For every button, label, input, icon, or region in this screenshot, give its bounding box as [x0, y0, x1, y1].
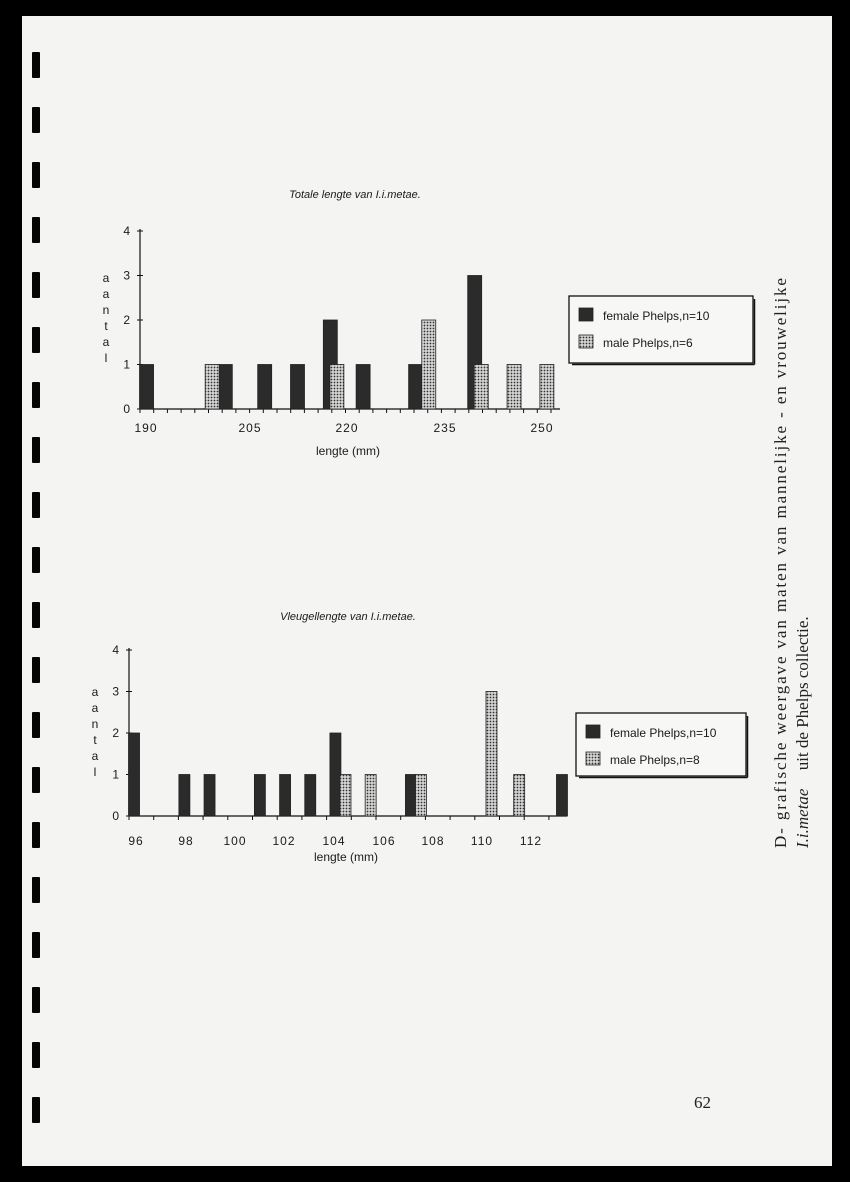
x-tick-label: 190 — [134, 421, 158, 435]
chart-1 — [103, 189, 755, 458]
legend-label: male Phelps,n=6 — [603, 336, 693, 350]
x-axis-label: lengte (mm) — [313, 850, 379, 864]
y-axis-label-letter: l — [104, 351, 108, 365]
female-bar — [330, 733, 341, 816]
female-bar — [179, 775, 190, 817]
female-bar — [129, 733, 140, 816]
x-tick-label: 250 — [530, 421, 554, 435]
male-bar — [507, 365, 521, 410]
male-bar — [330, 365, 344, 410]
page-number: 62 — [694, 1093, 711, 1112]
female-bar — [556, 775, 567, 817]
male-bar — [205, 365, 219, 410]
x-tick-label: 220 — [335, 421, 359, 435]
female-bar — [258, 365, 272, 410]
y-axis-label-letter: t — [104, 319, 108, 333]
chart-2 — [92, 611, 748, 864]
x-tick-label: 102 — [272, 834, 296, 848]
vertical-caption — [730, 270, 830, 850]
male-bar — [474, 365, 488, 410]
x-tick-label: 108 — [421, 834, 445, 848]
x-tick-label: 205 — [238, 421, 262, 435]
y-axis-label-letter: a — [102, 287, 110, 301]
y-axis-label-letter: a — [91, 749, 99, 763]
legend-box — [569, 296, 753, 363]
y-tick-label: 1 — [112, 767, 120, 782]
female-bar — [291, 365, 305, 410]
female-bar — [204, 775, 215, 817]
y-axis-label-letter: l — [93, 765, 97, 779]
y-axis-label-letter: t — [93, 733, 97, 747]
y-axis-label-letter: n — [102, 303, 110, 317]
female-bar — [218, 365, 232, 410]
y-axis-label-letter: a — [102, 335, 110, 349]
y-tick-label: 2 — [112, 726, 120, 740]
y-axis-label-letter: a — [102, 271, 110, 285]
y-tick-label: 0 — [112, 809, 120, 823]
male-bar — [422, 320, 436, 409]
y-tick-label: 2 — [123, 313, 131, 327]
female-bar — [305, 775, 316, 817]
y-axis-label-letter: a — [91, 685, 99, 699]
x-tick-label: 112 — [519, 834, 543, 848]
legend-label: male Phelps,n=8 — [610, 753, 700, 767]
male-bar — [514, 775, 525, 817]
x-tick-label: 100 — [223, 834, 247, 848]
male-bar — [340, 775, 351, 817]
y-tick-label: 4 — [123, 224, 131, 238]
male-bar — [486, 692, 497, 817]
female-bar — [280, 775, 291, 817]
male-bar — [540, 365, 554, 410]
caption-species: I.i.metae — [793, 788, 812, 848]
female-bar — [409, 365, 423, 410]
x-tick-label: 104 — [322, 834, 346, 848]
female-bar — [140, 365, 154, 410]
legend-swatch-female — [586, 725, 600, 738]
male-bar — [416, 775, 427, 817]
x-tick-label: 106 — [372, 834, 396, 848]
x-tick-label: 98 — [178, 834, 194, 848]
y-tick-label: 0 — [123, 402, 131, 416]
chart-title: Totale lengte van I.i.metae. — [289, 189, 421, 201]
female-bar — [356, 365, 370, 410]
female-bar — [405, 775, 416, 817]
y-tick-label: 3 — [123, 268, 131, 283]
y-axis-label-letter: n — [91, 717, 99, 731]
x-tick-label: 96 — [128, 834, 144, 848]
x-tick-label: 110 — [470, 834, 494, 848]
male-bar — [365, 775, 376, 817]
caption-rest: uit de Phelps collectie. — [793, 616, 812, 771]
caption-line-2 — [793, 616, 812, 849]
y-tick-label: 3 — [112, 684, 120, 699]
legend-swatch-male — [586, 752, 600, 765]
y-axis-label-letter: a — [91, 701, 99, 715]
chart-title: Vleugellengte van I.i.metae. — [280, 611, 416, 623]
x-axis-label: lengte (mm) — [315, 444, 381, 458]
caption-line-1: D- grafische weergave van maten van mannelijke - en vrouwelijke — [771, 278, 790, 848]
y-tick-label: 1 — [123, 357, 131, 372]
y-tick-label: 4 — [112, 643, 120, 657]
female-bar — [254, 775, 265, 817]
legend-swatch-male — [579, 335, 593, 348]
legend-swatch-female — [579, 308, 593, 321]
x-tick-label: 235 — [433, 421, 457, 435]
legend-label: female Phelps,n=10 — [603, 309, 710, 323]
legend-label: female Phelps,n=10 — [610, 726, 717, 740]
